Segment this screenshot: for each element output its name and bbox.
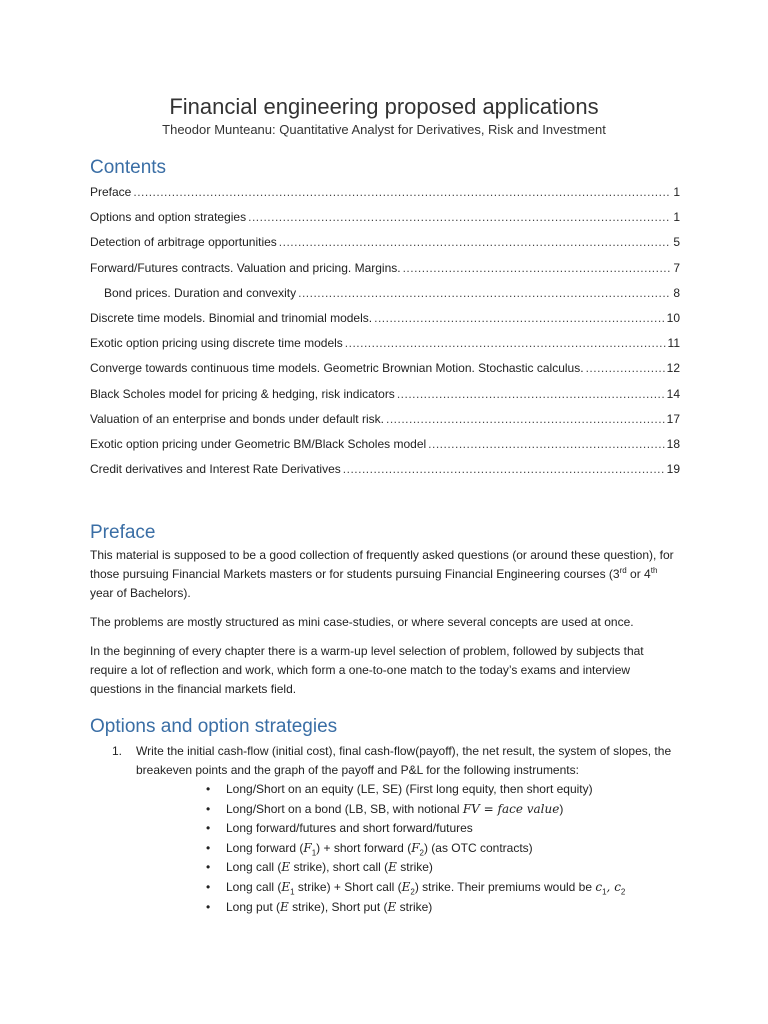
- subscript: 2: [410, 887, 415, 897]
- toc-entry-page: 11: [667, 336, 680, 351]
- toc-entry-label: Options and option strategies: [90, 210, 247, 225]
- subscript: 1: [290, 887, 295, 897]
- toc-entry-page: 18: [666, 436, 680, 451]
- math-symbol: F: [303, 840, 312, 855]
- subscript: 2: [419, 848, 424, 858]
- contents-heading: Contents: [90, 157, 167, 178]
- text-run: or 4: [626, 567, 651, 581]
- text-run: Long/Short on an equity (LE, SE) (First long equity, then short equity): [226, 782, 593, 796]
- text-run: strike): [396, 899, 433, 914]
- toc-entry[interactable]: [90, 360, 680, 385]
- toc-entry[interactable]: [90, 260, 680, 285]
- text-run: Long/Short on a bond (LB, SB, with notional: [226, 801, 463, 816]
- text-run: ) (as OTC contracts): [423, 840, 533, 855]
- toc-entry[interactable]: [90, 184, 680, 209]
- toc-entry-label: Forward/Futures contracts. Valuation and pricing. Margins.: [90, 260, 401, 275]
- subscript: 1: [602, 887, 607, 897]
- toc-entry-page: 7: [673, 260, 680, 275]
- item-text: Write the initial cash-flow (initial cost), final cash-flow(payoff), the net result, the system of slopes, the breakeven points and the graph of the payoff and P&L for the following instruments:: [136, 744, 672, 777]
- toc-entry-page: 1: [673, 185, 680, 199]
- subscript: 1: [311, 848, 317, 858]
- options-heading: Options and option strategies: [90, 716, 338, 737]
- text-run: Long call (: [226, 860, 282, 875]
- toc-leader-dots: [298, 285, 671, 301]
- toc-entry-label: Exotic option pricing under Geometric BM/Black Scholes model: [90, 436, 427, 451]
- document-title: Financial engineering proposed applications: [169, 94, 599, 119]
- toc-entry-label: Discrete time models. Binomial and trinomial models.: [90, 310, 373, 325]
- toc-leader-dots: [345, 335, 666, 351]
- math-symbol: E: [280, 899, 289, 914]
- text-run: Long forward/futures and short forward/futures: [226, 821, 473, 836]
- toc-leader-dots: [248, 209, 671, 225]
- toc-leader-dots: [403, 260, 672, 276]
- toc-entry-page: 19: [666, 462, 680, 477]
- bullet-icon: •: [206, 899, 211, 914]
- text-run: strike) + Short call (: [294, 879, 402, 894]
- preface-paragraph: [90, 546, 680, 603]
- toc-subentry[interactable]: [90, 285, 680, 310]
- toc-leader-dots: [374, 310, 665, 326]
- math-symbol: E: [401, 879, 411, 894]
- toc-entry[interactable]: [90, 436, 680, 461]
- toc-entry[interactable]: [90, 335, 680, 360]
- toc-leader-dots: [397, 386, 665, 402]
- text-run: strike): [396, 860, 433, 875]
- toc-entry[interactable]: [90, 209, 680, 234]
- bullet-icon: •: [206, 782, 211, 796]
- toc-entry-label: Detection of arbitrage opportunities: [90, 235, 277, 250]
- math-expression: FV = face value: [462, 801, 560, 816]
- superscript: rd: [619, 566, 627, 575]
- list-item: [206, 819, 625, 839]
- text-run: This material is supposed to be a good collection of frequently asked questions (or around these question), for those pursuing Financial Markets masters or for students pursuing Financial Engineering courses (3: [90, 548, 674, 581]
- toc-leader-dots: [343, 461, 665, 477]
- math-symbol: E: [281, 879, 291, 894]
- toc-entry-label: Valuation of an enterprise and bonds under default risk.: [90, 411, 384, 426]
- math-symbol: F: [411, 840, 420, 855]
- toc-leader-dots: [386, 411, 665, 427]
- bullet-icon: •: [206, 801, 211, 816]
- toc-entry-page: 17: [666, 411, 680, 426]
- math-symbol: E: [387, 899, 397, 914]
- subscript: 2: [620, 887, 626, 897]
- preface-paragraph: In the beginning of every chapter there is a warm-up level selection of problem, followed by subjects that require a lot of reflection and work, which form a one-to-one match to the today’s exams and interview questions in the financial markets field.: [90, 644, 644, 696]
- bullet-icon: •: [206, 860, 211, 875]
- toc-leader-dots: [428, 436, 664, 452]
- text-run: strike), Short put (: [288, 899, 388, 914]
- toc-entry-page: 1: [673, 210, 680, 225]
- toc-entry-page: 8: [673, 285, 680, 300]
- bullet-list: [206, 780, 625, 917]
- toc-leader-dots: [133, 184, 671, 200]
- toc-entry-label: Preface: [90, 185, 132, 199]
- text-run: Long forward (: [226, 840, 304, 855]
- list-item: [206, 878, 625, 898]
- toc-entry-page: 5: [673, 235, 680, 250]
- preface-heading: Preface: [90, 522, 156, 543]
- toc-entry[interactable]: [90, 411, 680, 436]
- toc-entry-label: Credit derivatives and Interest Rate Derivatives: [90, 462, 341, 477]
- table-of-contents: [90, 184, 680, 486]
- toc-entry-label: Converge towards continuous time models. Geometric Brownian Motion. Stochastic calculus.: [90, 361, 584, 376]
- item-number: 1.: [112, 744, 123, 758]
- list-item: [206, 800, 625, 820]
- text-run: ): [559, 801, 564, 816]
- math-symbol: c: [614, 879, 621, 894]
- toc-entry[interactable]: [90, 234, 680, 259]
- text-run: ) strike. Their premiums would be: [414, 879, 596, 894]
- toc-entry-page: 10: [666, 310, 680, 325]
- preface-paragraph: The problems are mostly structured as mini case-studies, or where several concepts are used at once.: [90, 615, 634, 629]
- text-run: ) + short forward (: [316, 840, 412, 855]
- text-run: strike), short call (: [290, 860, 389, 875]
- list-item: [206, 858, 625, 878]
- toc-entry-label: Exotic option pricing using discrete time models: [90, 336, 343, 351]
- math-symbol: E: [388, 860, 397, 875]
- toc-leader-dots: [586, 360, 665, 376]
- toc-entry-page: 14: [666, 386, 680, 401]
- math-separator: ,: [606, 879, 615, 894]
- toc-entry[interactable]: [90, 461, 680, 486]
- toc-leader-dots: [279, 234, 672, 250]
- text-run: Long call (: [226, 879, 282, 894]
- math-symbol: E: [281, 860, 291, 875]
- toc-entry[interactable]: [90, 310, 680, 335]
- bullet-icon: •: [206, 879, 211, 894]
- document-subtitle: Theodor Munteanu: Quantitative Analyst for Derivatives, Risk and Investment: [162, 122, 606, 137]
- toc-entry-page: 12: [666, 361, 680, 376]
- toc-entry[interactable]: [90, 386, 680, 411]
- math-symbol: c: [595, 879, 603, 894]
- text-run: year of Bachelors).: [90, 586, 191, 600]
- text-run: Long put (: [226, 899, 281, 914]
- list-item: [206, 839, 625, 859]
- bullet-icon: •: [206, 821, 211, 836]
- toc-entry-label: Bond prices. Duration and convexity: [104, 285, 297, 300]
- bullet-icon: •: [206, 840, 211, 855]
- list-item: [206, 898, 625, 918]
- list-item: [206, 780, 625, 800]
- superscript: th: [650, 566, 658, 575]
- toc-entry-label: Black Scholes model for pricing & hedging, risk indicators: [90, 386, 395, 401]
